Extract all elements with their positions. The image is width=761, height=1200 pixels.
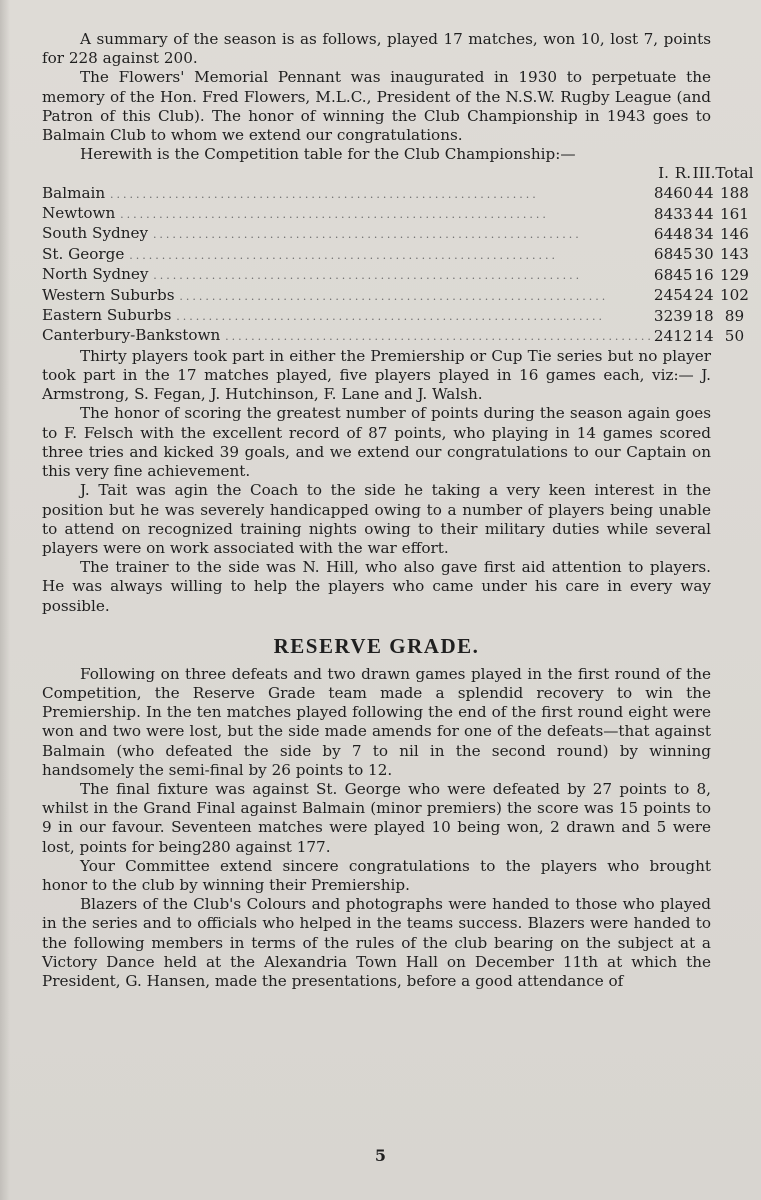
club-cell — [42, 326, 654, 346]
blazers-paragraph: Blazers of the Club's Colours and photographs were handed to those who played in the series and to officials who helped in the teams success. Blazers were handed to the following members in terms of the rules of the club bearing on the subject at a Victory Dance held at the Alexandria Town Hall on December 11th at which the President, G. Hansen, made the presentations, before a good attendance of — [42, 895, 711, 990]
value-cell: 68 — [653, 245, 674, 264]
value-cell: 44 — [694, 184, 714, 203]
value-cell: 18 — [694, 306, 714, 325]
total-cell: 89 — [724, 306, 745, 325]
value-cell: 64 — [653, 224, 674, 243]
dot-leader: .................................................................. — [110, 187, 539, 201]
table-row — [42, 306, 754, 326]
club-cell — [42, 245, 654, 265]
club-name: North Sydney — [42, 265, 149, 284]
dot-leader: .................................................................. — [120, 208, 549, 222]
coach-paragraph: J. Tait was agin the Coach to the side he taking a very keen interest in the position but he was severely handicapped owing to a number of players being unable to attend on recognized training nights owing to their military duties while several players were on work associated with the war effort. — [42, 481, 711, 557]
club-name: South Sydney — [42, 224, 149, 243]
club-cell — [42, 224, 654, 244]
value-cell: 24 — [653, 326, 674, 345]
value-cell: 12 — [673, 326, 693, 345]
table-row — [42, 286, 754, 306]
committee-paragraph: Your Committee extend sincere congratulations to the players who brought honor to the club by winning their Premiership. — [42, 856, 711, 894]
value-cell: 30 — [694, 245, 714, 264]
season-summary-paragraph: A summary of the season is as follows, played 17 matches, won 10, lost 7, points for 228 against 200. — [42, 30, 711, 68]
value-cell: 14 — [694, 326, 714, 345]
points-scorer-paragraph: The honor of scoring the greatest number of points during the season again goes to F. Felsch with the excellent record of 87 points, who playing in 14 games scored three tries and kicked 39 goals, and we extend our congratulations to our Captain on this very fine achievement. — [42, 404, 711, 481]
value-cell: 39 — [673, 306, 693, 325]
competition-table-intro: Herewith is the Competition table for the Club Championship:— — [80, 145, 576, 164]
table-row — [42, 224, 754, 244]
total-cell: 161 — [719, 204, 749, 223]
value-cell: 24 — [653, 286, 674, 305]
table-header-row — [42, 164, 754, 183]
total-cell: 146 — [719, 224, 749, 243]
dot-leader: .................................................................. — [179, 289, 609, 303]
table-header-club — [42, 164, 654, 183]
total-cell: 102 — [719, 286, 749, 305]
players-paragraph: Thirty players took part in either the Premiership or Cup Tie series but no player took part in the 17 matches played, five players played in 16 games each, viz:— J. Armstrong, S. Fegan, J. Hutchinson, F. Lane and J. Walsh. — [42, 346, 711, 404]
table-row — [42, 245, 754, 265]
table-row — [42, 326, 754, 346]
table-row — [42, 184, 754, 204]
dot-leader: .................................................................. — [152, 228, 582, 242]
value-cell: 84 — [653, 204, 674, 223]
dot-leader: .................................................................. — [153, 269, 583, 283]
club-name: St. George — [42, 244, 125, 263]
value-cell: 60 — [673, 184, 693, 203]
flowers-pennant-paragraph: The Flowers' Memorial Pennant was inaugurated in 1930 to perpetuate the memory of the Hon. Fred Flowers, M.L.C., President of the N.S.W. Rugby League (and Patron of this Club). The honor of winning the Club Championship in 1943 goes to Balmain Club to whom we extend our congratulations. — [42, 68, 711, 145]
value-cell: 16 — [694, 265, 714, 284]
table-row — [42, 265, 754, 285]
value-cell: 84 — [653, 184, 674, 203]
table-header-total: Total — [715, 164, 754, 183]
club-name: Eastern Suburbs — [42, 306, 172, 325]
competition-table-block — [42, 145, 754, 347]
value-cell: 45 — [673, 245, 693, 264]
value-cell: 24 — [694, 286, 714, 305]
value-cell: 34 — [694, 224, 714, 243]
value-cell: 33 — [673, 204, 693, 223]
section-heading: RESERVE GRADE. — [273, 633, 480, 658]
table-header-r: R. — [674, 164, 692, 183]
table-header-iii: III. — [692, 164, 716, 183]
value-cell: 32 — [653, 306, 674, 325]
dot-leader: .................................................................. — [176, 310, 605, 324]
reserve-grade-paragraph: Following on three defeats and two drawn games played in the first round of the Competition, the Reserve Grade team made a splendid recovery to win the Premiership. In the ten matches played following the end of the first round eight were won and two were lost, but the side made amends for one of the defeats—that against Balmain (who defeated the side by 7 to nil in the second round) by winning handsomely the semi-final by 26 points to 12. — [42, 664, 711, 779]
total-cell: 50 — [724, 326, 745, 345]
club-name: Canterbury-Bankstown — [42, 326, 221, 345]
table-row — [42, 204, 754, 224]
page-number: 5 — [374, 1146, 387, 1165]
trainer-paragraph: The trainer to the side was N. Hill, who also gave first aid attention to players. He was always willing to help the players who came under his care in every way possible. — [42, 558, 711, 615]
total-cell: 143 — [719, 245, 749, 264]
club-cell — [42, 306, 654, 326]
value-cell: 68 — [653, 265, 674, 284]
final-fixture-paragraph: The final fixture was against St. George who were defeated by 27 points to 8, whilst in the Grand Final against Balmain (minor premiers) the score was 15 points to 9 in our favour. Seventeen matches were played 10 being won, 2 drawn and 5 were lost, points for being280 against 177. — [42, 779, 711, 856]
value-cell: 54 — [673, 286, 693, 305]
club-name: Newtown — [42, 204, 116, 223]
dot-leader: .................................................................. — [225, 330, 654, 344]
club-cell — [42, 204, 654, 224]
value-cell: 45 — [673, 265, 693, 284]
value-cell: 44 — [694, 204, 714, 223]
total-cell: 129 — [719, 265, 749, 284]
table-header-i: I. — [658, 164, 669, 183]
total-cell: 188 — [719, 184, 749, 203]
club-cell — [42, 286, 654, 306]
club-cell — [42, 265, 654, 285]
club-name: Western Suburbs — [42, 285, 175, 304]
club-name: Balmain — [42, 183, 106, 202]
dot-leader: .................................................................. — [129, 248, 559, 262]
competition-table — [42, 164, 754, 347]
club-cell — [42, 184, 654, 204]
value-cell: 48 — [673, 224, 693, 243]
